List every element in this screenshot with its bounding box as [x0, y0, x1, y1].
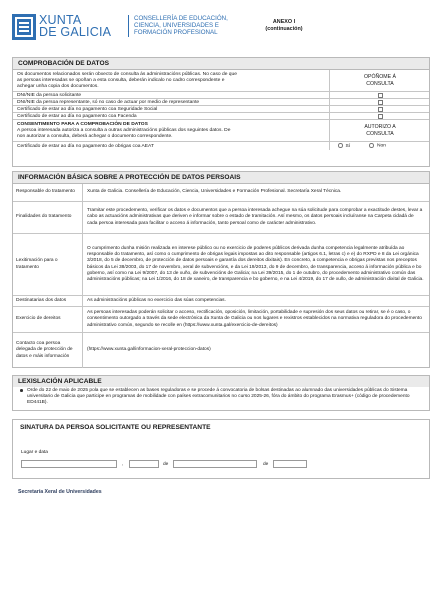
opon-checkbox[interactable]: [378, 93, 383, 98]
secretaria-footer: Secretaría Xeral de Universidades: [18, 489, 102, 495]
mes-field[interactable]: [173, 460, 257, 468]
info-row-finalidades: Finalidades do tratamento Tramitar este procedemento, verificar os datos e documentos que a persoa interesada achegue na súa solicitude para comprobar a exactitude destes, levar a cabo as actuacións administrativas que deriven e informar sobre o estado de tramitación. Así mesmo, os datos persoais incluíranse na Carpeta cidadá de cada persoa interesada para facilitar o acceso á información, tanto persoal como de carácter administrativo.: [13, 202, 429, 234]
info-row-dereitos: Exercicio de dereitos As persoas interesadas poderán solicitar o acceso, rectificación, oposición, limitación, portabilidade e supresión dos seus datos ou retirar, se é o caso, o consentimento outorgado a través da sede electrónica da Xunta de Galicia ou nos lugares e rexistros establecidos na normativa reguladora do procedemento administrativo común, segundo se recolle en (https://www.xunta.gal/exercicio-de-dereitos): [13, 307, 429, 333]
aeat-item: Certificado de estar ao día no pagamento de obrigas coa AEAT Sí Non: [13, 142, 429, 150]
info-row-lexitimacion: Lexitimación para o tratamento O cumprimento dunha misión realizada en interese público ou no exercicio de poderes públicos derivada dunha competencia legalmente atribuída ao responsable do tratamento, así como o cumprimento de obrigas legais impostas ao dito responsable (artigos 6.1, letras c) e e) do RXPD e 8 da Lei orgánica 3/2018, do 5 de decembro, de protección de datos persoais e garantía dos dereitos dixitais). En concreto, a competencia e obrigas previstas nos preceptos básicos da Lei 38/2003, do 17 de novembro, xeral de subvencións, e da Lei 19/2013, do 9 de decembro, de transparencia, acceso á información pública e bo goberno, así como na Lei 9/2007, do 13 de xuño, de subvencións de Galicia; na Lei 39/2015, do 1 de outubro, do procedemento administrativo común das administracións públicas; na Lei 1/2016, do 18 de xaneiro, de transparencia e bo goberno, e na Lei 4/2019, do 17 de xullo, de administración dixital de Galicia.: [13, 234, 429, 296]
comprobacion-item: DNI/NIE da persoa representante, só no caso de actuar por medio de representante: [13, 99, 429, 106]
info-row-responsable: Responsable do tratamento Xunta de Galicia. Consellería de Educación, Ciencia, Universidades e Formación Profesional. Secretaría Xeral Técnica.: [13, 184, 429, 202]
comprobacion-section: [12, 57, 430, 167]
proteccion-datos-section: [12, 171, 430, 368]
non-radio[interactable]: [369, 143, 374, 148]
comprobacion-intro: Os documentos relacionados serán obxecto de consulta ás administracións públicas. No caso de que as persoas interesadas se opoñan a esta consulta, deberán indicalo no cadro correspondente e achegar unha copia dos documentos. OPÓÑOME Á CONSULTA: [13, 70, 429, 92]
info-row-contacto: Contacto coa persoa delegada de protección de datos e máis información (https://www.xunta.gal/informacion-xeral-proteccion-datos): [13, 333, 429, 368]
info-row-destinatarias: Destinatarias dos datos As administracións públicas no exercicio das súas competencias.: [13, 296, 429, 307]
conselleria-name: CONSELLERÍA DE EDUCACIÓN, CIENCIA, UNIVERSIDADES E FORMACIÓN PROFESIONAL: [128, 15, 228, 37]
lexislacion-title: LEXISLACIÓN APLICABLE: [13, 376, 429, 387]
dia-field[interactable]: [129, 460, 159, 468]
ano-field[interactable]: [273, 460, 307, 468]
opon-checkbox[interactable]: [378, 100, 383, 105]
opon-header: OPÓÑOME Á CONSULTA: [329, 70, 430, 91]
proteccion-datos-title: INFORMACIÓN BÁSICA SOBRE A PROTECCIÓN DE DATOS PERSOAIS: [13, 172, 429, 184]
comprobacion-item: Certificado de estar ao día no pagamento coa Seguridade Social: [13, 106, 429, 113]
xunta-wordmark: XUNTA DE GALICIA: [39, 13, 112, 39]
lugar-field[interactable]: [21, 460, 117, 468]
lugar-data-label: Lugar e data: [21, 450, 48, 455]
consentimento-block: CONSENTIMENTO PARA A COMPROBACIÓN DE DATOS A persoa interesada autoriza a consulta a outras administracións públicas dos seguintes datos. De non autorizar a consulta, deberá achegar o documento correspondente. AUTORIZO A CONSULTA: [13, 120, 429, 142]
bullet-icon: [20, 389, 23, 392]
sinatura-title: SINATURA DA PERSOA SOLICITANTE OU REPRESENTANTE: [20, 424, 211, 431]
comprobacion-item: Certificado de estar ao día no pagamento coa Facenda: [13, 113, 429, 120]
comprobacion-title: COMPROBACIÓN DE DATOS: [13, 58, 429, 70]
si-radio[interactable]: [338, 143, 343, 148]
autorizo-header: AUTORIZO A CONSULTA: [329, 120, 430, 141]
opon-checkbox[interactable]: [378, 114, 383, 119]
anexo-label: ANEXO I (continuación): [265, 19, 303, 32]
document-header: [8, 6, 433, 50]
lexislacion-section: [12, 375, 430, 411]
opon-checkbox[interactable]: [378, 107, 383, 112]
contacto-link[interactable]: (https://www.xunta.gal/informacion-xeral-proteccion-datos): [87, 347, 211, 353]
xunta-logo-icon: [12, 14, 36, 40]
comprobacion-item: DNI/NIE da persoa solicitante: [13, 92, 429, 99]
lexislacion-item: Orde do 22 de maio de 2025 pola que se establecen as bases reguladoras e se procede á convocatoria de bolsas destinadas ao alumnado das universidades públicas do Sistema universitario de Galicia que participe en programas de mobilidade con países extracomunitarios no curso 2025-26, fóra do ámbito do programa Erasmus+ (código de procedemento ED441B).: [13, 387, 429, 407]
sinatura-section: SINATURA DA PERSOA SOLICITANTE OU REPRESENTANTE Lugar e data , de de: [12, 419, 430, 479]
